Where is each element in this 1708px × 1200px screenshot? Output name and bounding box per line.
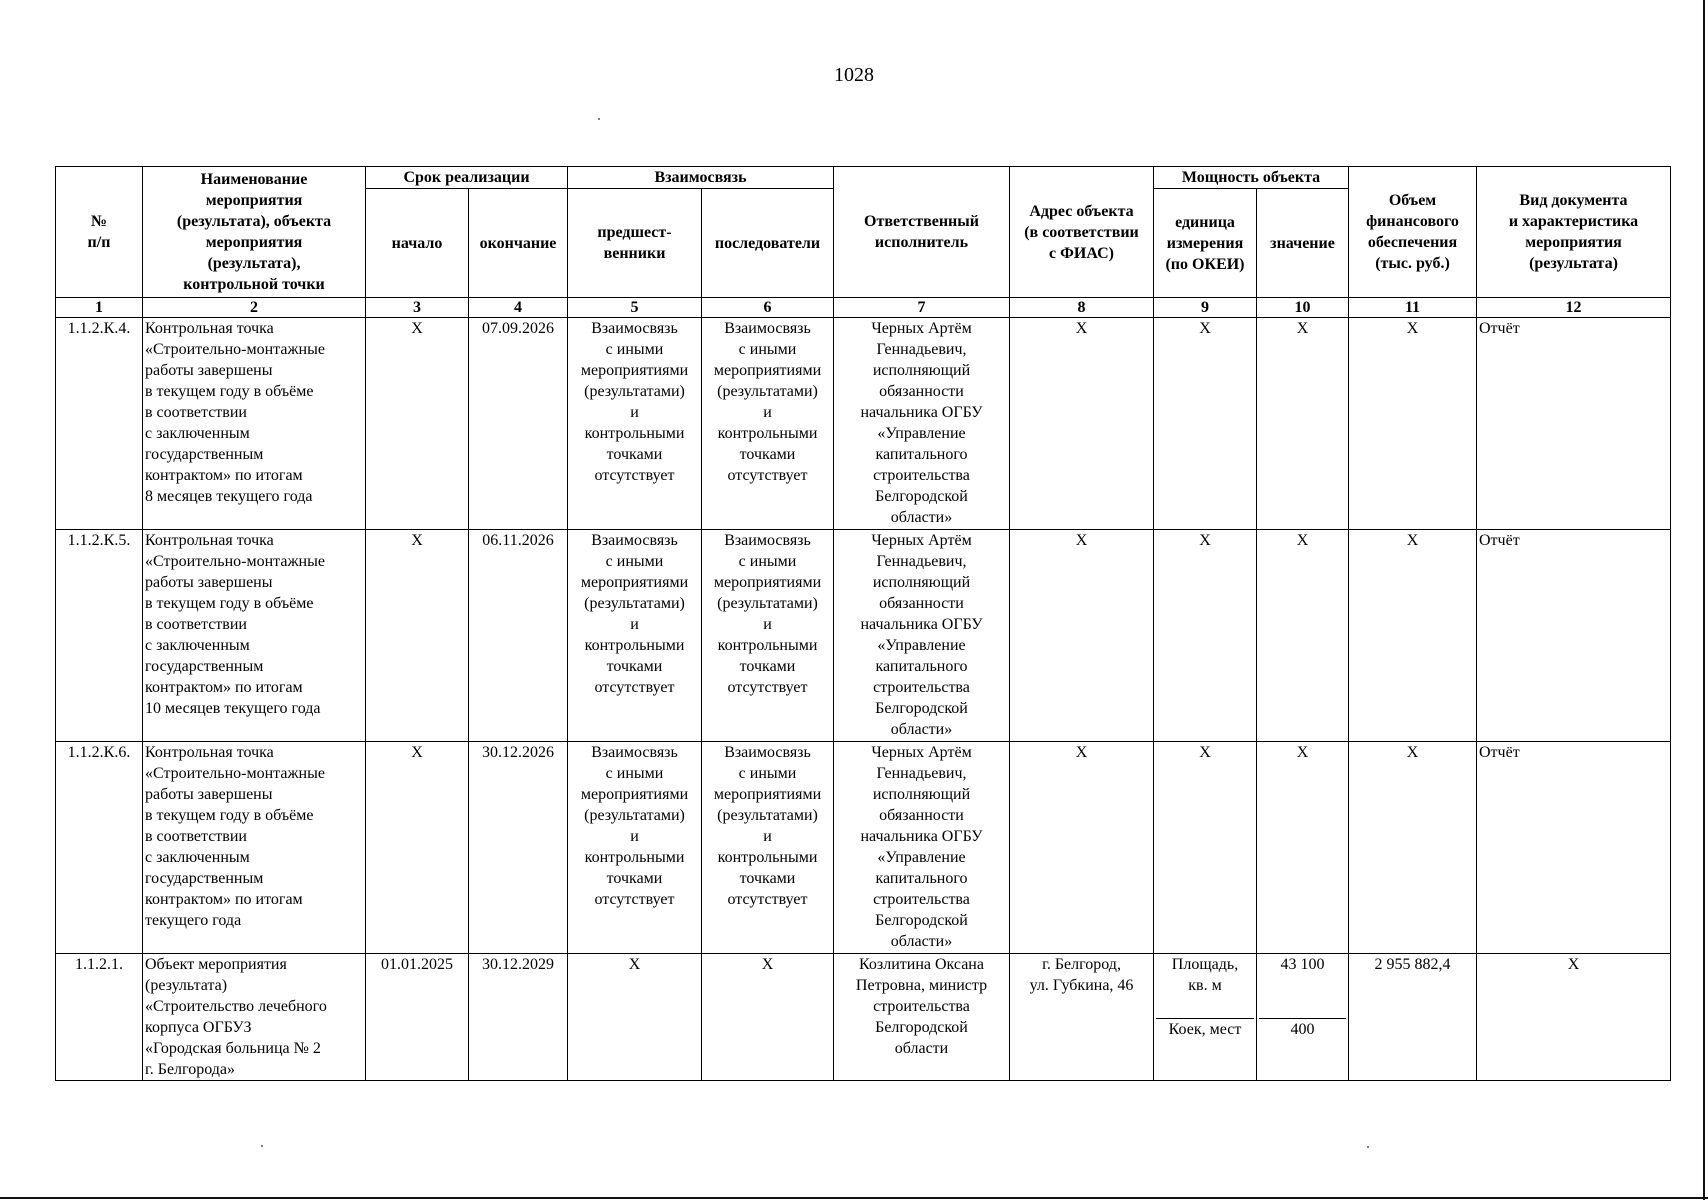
header-capacity: Мощность объекта	[1154, 167, 1349, 189]
column-number: 4	[469, 298, 568, 318]
events-table	[55, 166, 1671, 1081]
row-value-beds: 400	[1259, 1018, 1346, 1080]
row-finance: X	[1349, 530, 1477, 742]
scan-speck	[261, 1145, 263, 1147]
column-number: 3	[366, 298, 469, 318]
row-value: X	[1257, 318, 1349, 530]
row-address: X	[1010, 742, 1154, 954]
row-unit-area: Площадь, кв. м	[1171, 956, 1239, 994]
scan-speck	[1367, 1146, 1369, 1148]
row-start: X	[366, 742, 469, 954]
row-value: X	[1257, 742, 1349, 954]
column-number: 5	[568, 298, 702, 318]
column-number: 6	[702, 298, 834, 318]
header-unit: единица измерения (по ОКЕИ)	[1154, 189, 1257, 298]
row-responsible: Черных Артём Геннадьевич, исполняющий обязанности начальника ОГБУ «Управление капитального строительства Белгородской области»	[834, 530, 1010, 742]
row-address: X	[1010, 318, 1154, 530]
column-number: 9	[1154, 298, 1257, 318]
header-links: Взаимосвязь	[568, 167, 834, 189]
row-address: X	[1010, 530, 1154, 742]
row-successors: Взаимосвязь с иными мероприятиями (результатами) и контрольными точками отсутствует	[702, 742, 834, 954]
header-period: Срок реализации	[366, 167, 568, 189]
row-predecessors: Взаимосвязь с иными мероприятиями (результатами) и контрольными точками отсутствует	[568, 530, 702, 742]
row-doc: Отчёт	[1477, 530, 1671, 742]
row-unit: X	[1154, 318, 1257, 530]
header-row-1	[56, 167, 1671, 189]
row-predecessors: Взаимосвязь с иными мероприятиями (результатами) и контрольными точками отсутствует	[568, 318, 702, 530]
row-finance: X	[1349, 742, 1477, 954]
scan-edge-right	[1703, 0, 1705, 1200]
row-number: 1.1.2.К.4.	[56, 318, 143, 530]
row-doc: Отчёт	[1477, 318, 1671, 530]
row-number: 1.1.2.К.5.	[56, 530, 143, 742]
header-doc: Вид документа и характеристика мероприятия (результата)	[1477, 167, 1671, 298]
row-finance: 2 955 882,4	[1349, 954, 1477, 1081]
row-doc: X	[1477, 954, 1671, 1081]
row-name: Объект мероприятия (результата) «Строительство лечебного корпуса ОГБУЗ «Городская больница № 2 г. Белгорода»	[143, 954, 366, 1081]
row-address: г. Белгород, ул. Губкина, 46	[1010, 954, 1154, 1081]
row-name: Контрольная точка «Строительно-монтажные работы завершены в текущем году в объёме в соответствии с заключенным государственным контрактом» по итогам текущего года	[143, 742, 366, 954]
row-start: 01.01.2025	[366, 954, 469, 1081]
row-unit-group	[1154, 954, 1257, 1081]
column-number: 1	[56, 298, 143, 318]
header-predecessors: предшест- венники	[568, 189, 702, 298]
row-unit: X	[1154, 742, 1257, 954]
column-number: 10	[1257, 298, 1349, 318]
column-number: 11	[1349, 298, 1477, 318]
row-value: X	[1257, 530, 1349, 742]
header-address: Адрес объекта (в соответствии с ФИАС)	[1010, 167, 1154, 298]
header-responsible: Ответственный исполнитель	[834, 167, 1010, 298]
header-finance: Объем финансового обеспечения (тыс. руб.)	[1349, 167, 1477, 298]
row-successors: Взаимосвязь с иными мероприятиями (результатами) и контрольными точками отсутствует	[702, 530, 834, 742]
row-successors: Взаимосвязь с иными мероприятиями (результатами) и контрольными точками отсутствует	[702, 318, 834, 530]
header-no: № п/п	[56, 167, 143, 298]
column-number: 7	[834, 298, 1010, 318]
header-start: начало	[366, 189, 469, 298]
row-responsible: Козлитина Оксана Петровна, министр строительства Белгородской области	[834, 954, 1010, 1081]
scan-speck	[598, 118, 600, 120]
table-row	[56, 530, 1671, 742]
column-number-row	[56, 298, 1671, 318]
row-end: 06.11.2026	[469, 530, 568, 742]
column-number: 2	[143, 298, 366, 318]
row-predecessors: Взаимосвязь с иными мероприятиями (результатами) и контрольными точками отсутствует	[568, 742, 702, 954]
header-end: окончание	[469, 189, 568, 298]
page-number: 1028	[834, 64, 874, 86]
header-value: значение	[1257, 189, 1349, 298]
row-value-area: 43 100	[1280, 956, 1325, 973]
row-number: 1.1.2.1.	[56, 954, 143, 1081]
table-row	[56, 742, 1671, 954]
row-start: X	[366, 318, 469, 530]
row-successors: X	[702, 954, 834, 1081]
row-number: 1.1.2.К.6.	[56, 742, 143, 954]
row-finance: X	[1349, 318, 1477, 530]
row-end: 30.12.2029	[469, 954, 568, 1081]
row-responsible: Черных Артём Геннадьевич, исполняющий обязанности начальника ОГБУ «Управление капитального строительства Белгородской области»	[834, 318, 1010, 530]
row-responsible: Черных Артём Геннадьевич, исполняющий обязанности начальника ОГБУ «Управление капитального строительства Белгородской области»	[834, 742, 1010, 954]
row-name: Контрольная точка «Строительно-монтажные работы завершены в текущем году в объёме в соответствии с заключенным государственным контрактом» по итогам 8 месяцев текущего года	[143, 318, 366, 530]
row-start: X	[366, 530, 469, 742]
row-doc: Отчёт	[1477, 742, 1671, 954]
row-value-group	[1257, 954, 1349, 1081]
row-name: Контрольная точка «Строительно-монтажные работы завершены в текущем году в объёме в соответствии с заключенным государственным контрактом» по итогам 10 месяцев текущего года	[143, 530, 366, 742]
row-unit: X	[1154, 530, 1257, 742]
row-predecessors: X	[568, 954, 702, 1081]
row-unit-beds: Коек, мест	[1156, 1018, 1254, 1080]
column-number: 8	[1010, 298, 1154, 318]
table-row	[56, 318, 1671, 530]
row-end: 30.12.2026	[469, 742, 568, 954]
header-successors: последователи	[702, 189, 834, 298]
row-end: 07.09.2026	[469, 318, 568, 530]
header-name: Наименование мероприятия (результата), объекта мероприятия (результата), контрольной точки	[143, 167, 366, 298]
table-row-object	[56, 954, 1671, 1081]
column-number: 12	[1477, 298, 1671, 318]
scan-edge-bottom	[0, 1197, 1708, 1199]
